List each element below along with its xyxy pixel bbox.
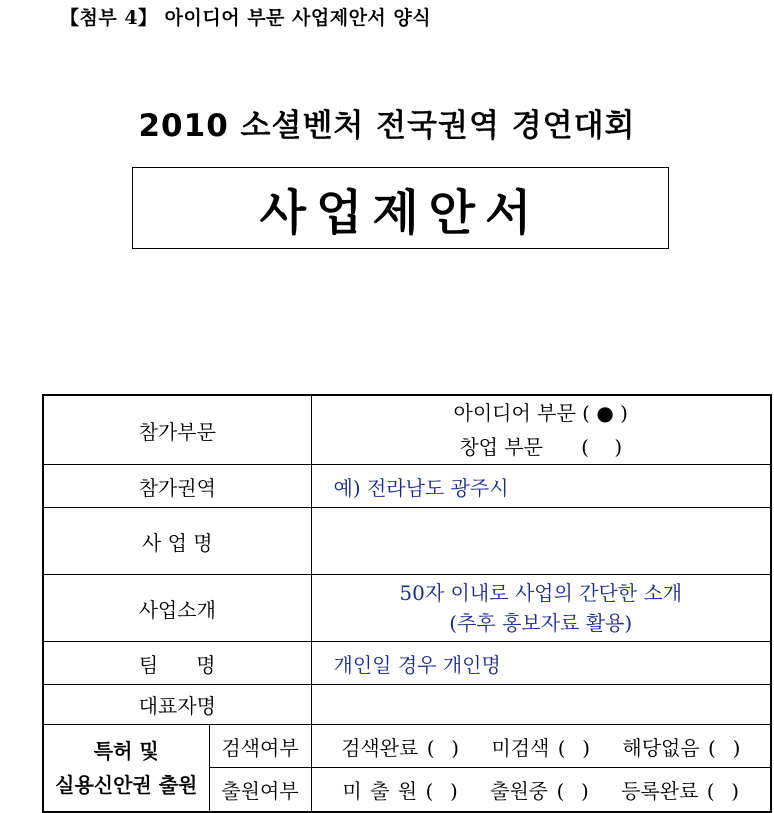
business-name-label: 사 업 명 [43, 508, 311, 575]
attachment-label: 【첨부 4】 아이디어 부문 사업제안서 양식 [60, 7, 432, 29]
document-title: 사업제안서 [259, 184, 542, 241]
table-row [43, 575, 771, 642]
table-row [43, 395, 771, 465]
region-label: 참가권역 [43, 465, 311, 508]
table-row [43, 685, 771, 725]
patent-label [43, 725, 209, 812]
representative-label: 대표자명 [43, 685, 311, 725]
application-option-not-filed[interactable]: 미 출 원 ( ) [342, 778, 458, 803]
representative-field[interactable] [311, 685, 771, 725]
team-name-field[interactable]: 개인일 경우 개인명 [311, 642, 771, 685]
search-option-not-searched[interactable]: 미검색 ( ) [491, 735, 591, 760]
category-label: 참가부문 [43, 395, 311, 465]
proposal-form-table [42, 394, 772, 813]
search-status-options [311, 725, 771, 768]
table-row [43, 642, 771, 685]
application-option-pending[interactable]: 출원중 ( ) [490, 778, 589, 803]
application-status-label: 출원여부 [209, 768, 311, 812]
business-name-field[interactable] [311, 508, 771, 575]
search-option-complete[interactable]: 검색완료 ( ) [341, 735, 460, 760]
patent-label-line: 특허 및 [93, 738, 159, 763]
team-name-label: 팀 명 [43, 642, 311, 685]
business-intro-note: 50자 이내로 사업의 간단한 소개 [399, 581, 683, 605]
document-title-box [132, 167, 669, 249]
business-intro-field[interactable] [311, 575, 771, 642]
application-option-registered[interactable]: 등록완료 ( ) [621, 778, 740, 803]
application-status-options [311, 768, 771, 812]
table-row [43, 508, 771, 575]
business-intro-note: (추후 홍보자료 활용) [449, 611, 633, 635]
business-intro-label: 사업소개 [43, 575, 311, 642]
table-row [43, 465, 771, 508]
search-option-not-applicable[interactable]: 해당없음 ( ) [622, 735, 741, 760]
patent-label-line: 실용신안권 출원 [55, 772, 198, 797]
contest-title: 2010 소셜벤처 전국권역 경연대회 [138, 108, 636, 144]
table-row [43, 725, 771, 768]
search-status-label: 검색여부 [209, 725, 311, 768]
region-field[interactable]: 예) 전라남도 광주시 [311, 465, 771, 508]
category-options[interactable] [311, 395, 771, 465]
category-option-startup[interactable]: 창업 부문 ( ) [459, 435, 623, 459]
category-option-idea[interactable]: 아이디어 부문 ( ● ) [453, 401, 628, 425]
